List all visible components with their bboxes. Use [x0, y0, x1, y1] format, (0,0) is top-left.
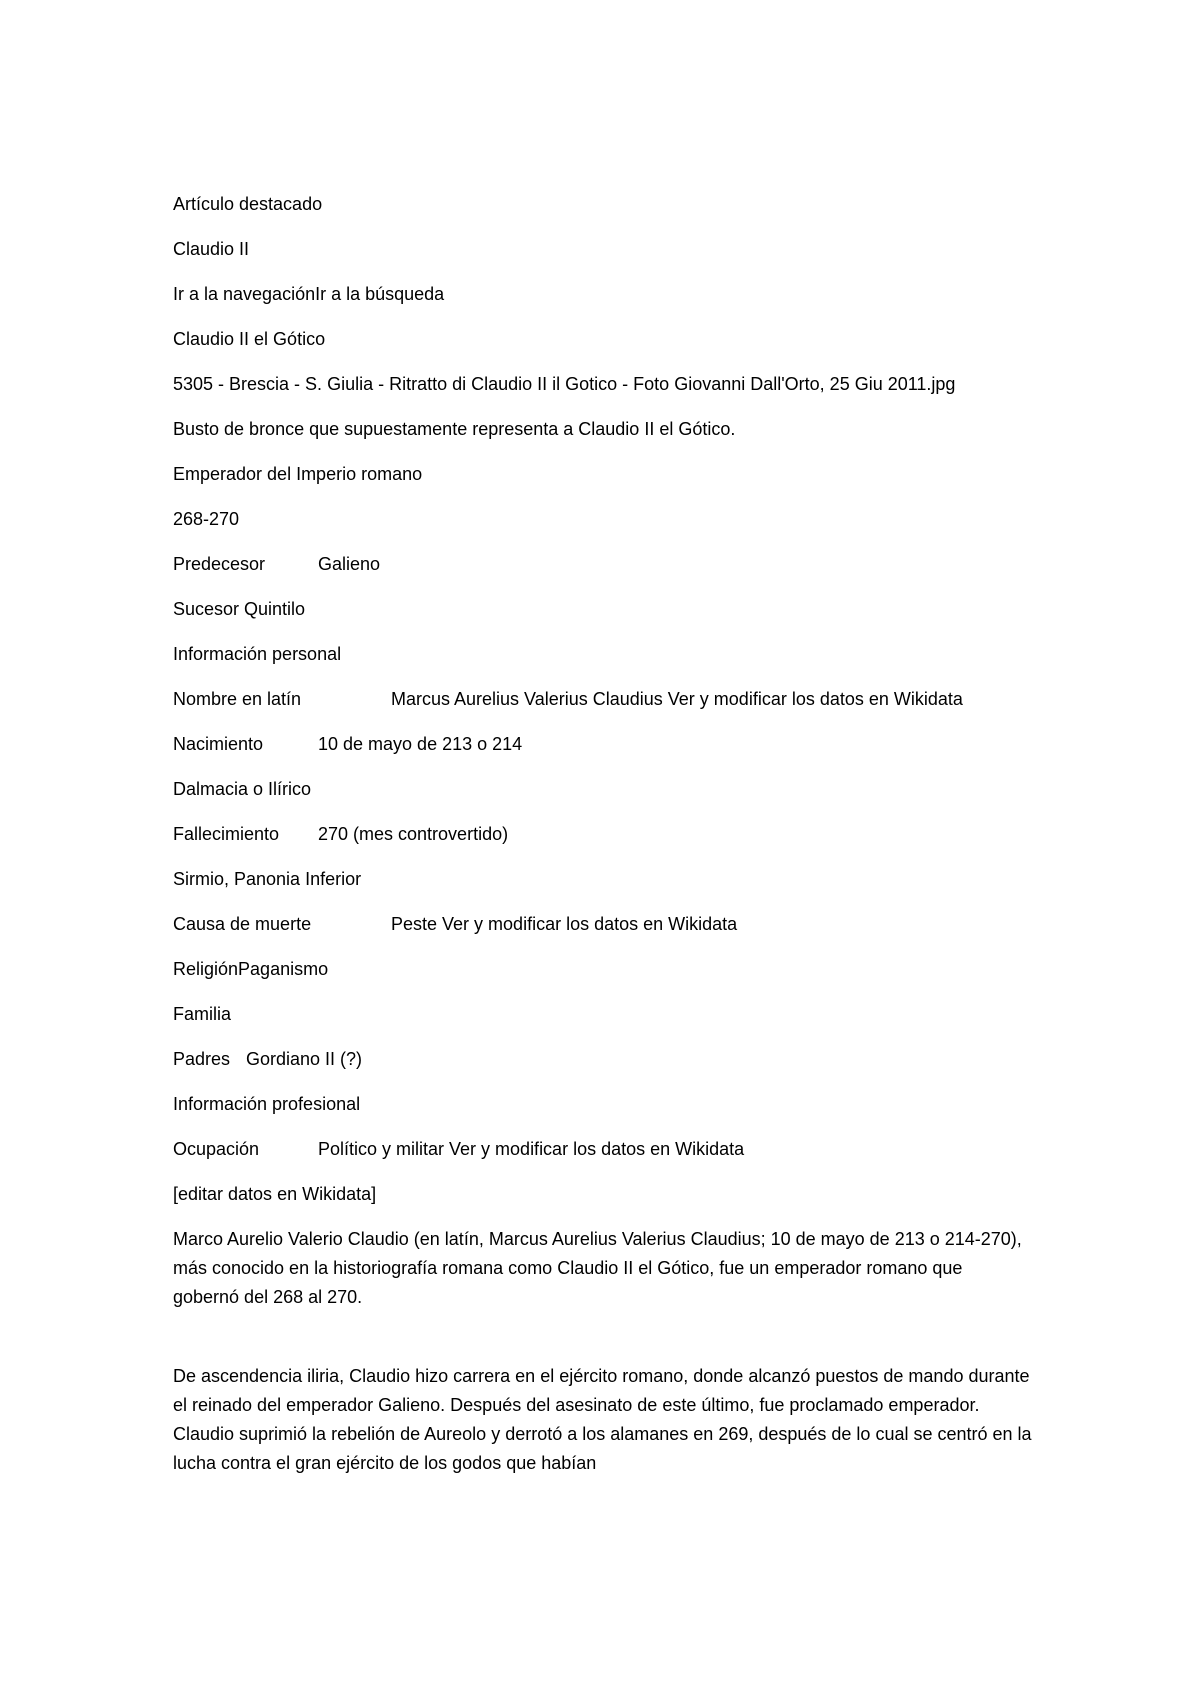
family-heading: Familia — [173, 1004, 232, 1024]
latin-name-row — [173, 685, 1033, 714]
navigation-links[interactable]: Ir a la navegaciónIr a la búsqueda — [173, 284, 445, 304]
predecessor-row — [173, 550, 1033, 579]
death-place: Sirmio, Panonia Inferior — [173, 869, 362, 889]
body-paragraph-1: Marco Aurelio Valerio Claudio (en latín, Marcus Aurelius Valerius Claudius; 10 de mayo de 213 o 214-270), más conocido en la historiografía romana como Claudio II el Gótico, fue un emperador romano que gobernó del 268 al 270. — [173, 1229, 1022, 1307]
professional-info-heading: Información profesional — [173, 1094, 361, 1114]
office-title: Emperador del Imperio romano — [173, 464, 423, 484]
cause-of-death-value: Peste Ver y modificar los datos en Wikidata — [391, 914, 738, 934]
parents-row — [173, 1045, 1033, 1074]
occupation-row — [173, 1135, 1033, 1164]
birth-label: Nacimiento — [173, 734, 264, 754]
death-label: Fallecimiento — [173, 824, 280, 844]
religion-row: ReligiónPaganismo — [173, 959, 329, 979]
personal-info-heading: Información personal — [173, 644, 342, 664]
parents-value[interactable]: Gordiano II (?) — [246, 1049, 363, 1069]
infobox-title: Claudio II el Gótico — [173, 329, 326, 349]
occupation-label: Ocupación — [173, 1139, 260, 1159]
image-caption: Busto de bronce que supuestamente representa a Claudio II el Gótico. — [173, 419, 736, 439]
birth-place: Dalmacia o Ilírico — [173, 779, 312, 799]
successor-row: Sucesor Quintilo — [173, 599, 306, 619]
birth-value: 10 de mayo de 213 o 214 — [318, 734, 523, 754]
latin-name-value: Marcus Aurelius Valerius Claudius Ver y modificar los datos en Wikidata — [391, 689, 963, 709]
cause-of-death-row — [173, 910, 1033, 939]
cause-of-death-label: Causa de muerte — [173, 914, 312, 934]
predecessor-label: Predecesor — [173, 554, 266, 574]
death-row — [173, 820, 1033, 849]
featured-article-label: Artículo destacado — [173, 194, 323, 214]
parents-label: Padres — [173, 1049, 231, 1069]
body-paragraph-2: De ascendencia iliria, Claudio hizo carrera en el ejército romano, donde alcanzó puestos de mando durante el reinado del emperador Galieno. Después del asesinato de este último, fue proclamado emperador. Claudio suprimió la rebelión de Aureolo y derrotó a los alamanes en 269, después de lo cual se centró en la lucha contra el gran ejército de los godos que habían — [173, 1366, 1032, 1473]
latin-name-label: Nombre en latín — [173, 689, 302, 709]
predecessor-value[interactable]: Galieno — [318, 554, 381, 574]
edit-wikidata-link[interactable]: [editar datos en Wikidata] — [173, 1184, 377, 1204]
birth-row — [173, 730, 1033, 759]
reign-years: 268-270 — [173, 509, 240, 529]
occupation-value: Político y militar Ver y modificar los datos en Wikidata — [318, 1139, 745, 1159]
article-title: Claudio II — [173, 239, 250, 259]
image-filename[interactable]: 5305 - Brescia - S. Giulia - Ritratto di Claudio II il Gotico - Foto Giovanni Dall'Orto, 25 Giu 2011.jpg — [173, 374, 956, 394]
document-body — [173, 190, 1033, 1494]
death-value: 270 (mes controvertido) — [318, 824, 509, 844]
